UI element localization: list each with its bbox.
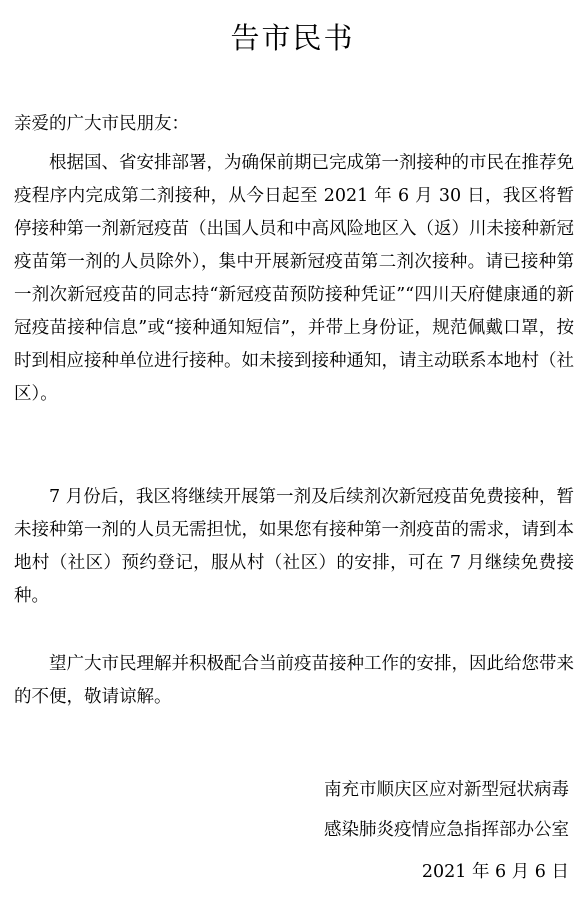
document-title: 告市民书 [230,21,355,55]
paragraph-july-first-dose: 7 月份后，我区将继续开展第一剂及后续剂次新冠疫苗免费接种，暂未接种第一剂的人员无需担忧，如果您有接种第一剂疫苗的需求，请到本地村（社区）预约登记，服从村（社区）的安排，可在 7 月继续免费接种。 [14,487,574,606]
signature-org-line1: 南充市顺庆区应对新型冠状病毒 [324,780,569,800]
signature-org-line2: 感染肺炎疫情应急指挥部办公室 [324,820,569,840]
signature-date: 2021 年 6 月 6 日 [421,862,569,882]
greeting: 亲爱的广大市民朋友： [14,114,189,134]
paragraph-vaccination-arrangement: 根据国、省安排部署，为确保前期已完成第一剂接种的市民在推荐免疫程序内完成第二剂接种，从今日起至 2021 年 6 月 30 日，我区将暂停接种第一剂新冠疫苗（出国人员和中高风险地区入（返）川未接种新冠疫苗第一剂的人员除外），集中开展新冠疫苗第二剂次接种。请已接种第一剂次新冠疫苗的同志持“新冠疫苗预防接种凭证”“四川天府健康通的新冠疫苗接种信息”或“接种通知短信”，并带上身份证，规范佩戴口罩，按时到相应接种单位进行接种。如未接到接种通知，请主动联系本地村（社区）。 [14,153,574,404]
paragraph-apology: 望广大市民理解并积极配合当前疫苗接种工作的安排，因此给您带来的不便，敬请谅解。 [14,654,574,707]
